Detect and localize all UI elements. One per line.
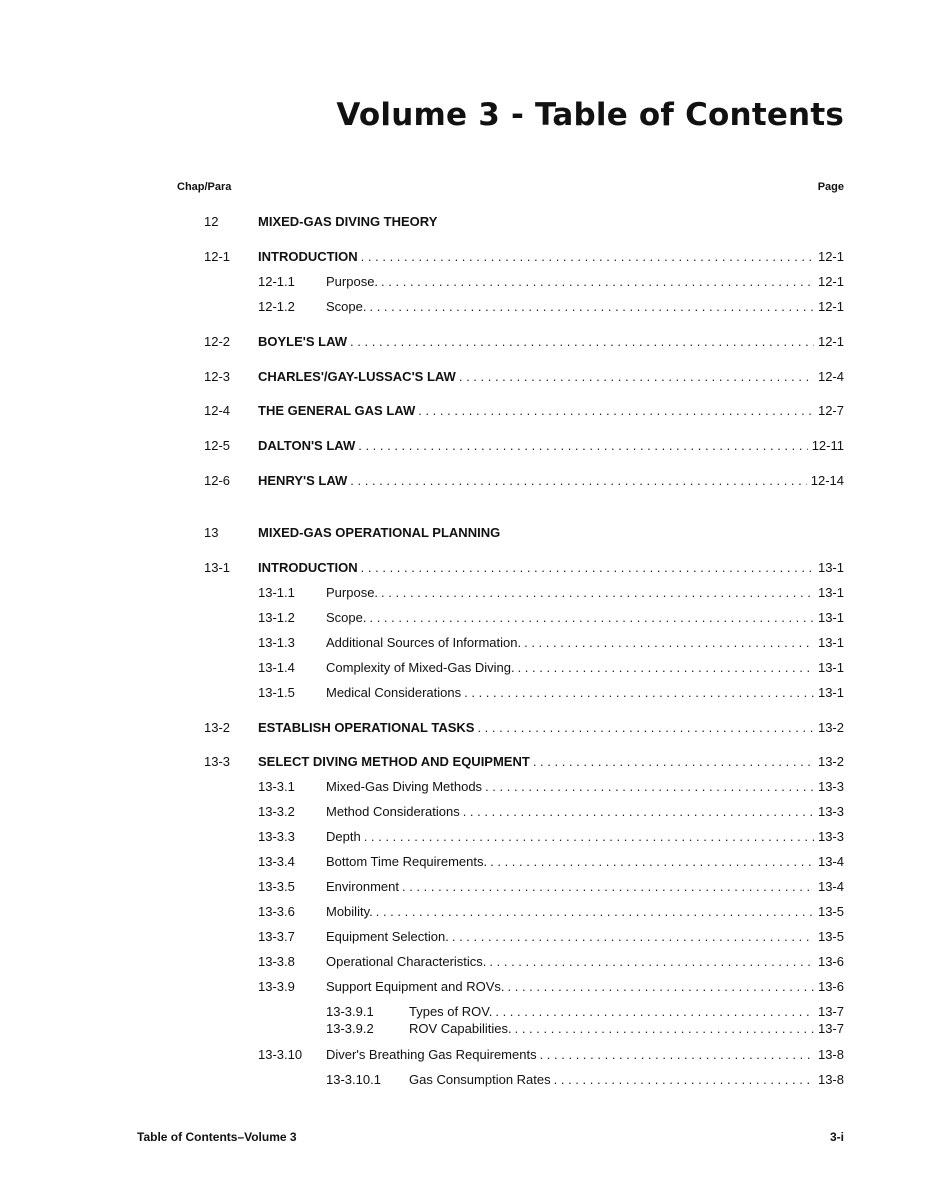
toc-title: SELECT DIVING METHOD AND EQUIPMENT — [258, 754, 530, 769]
toc-page-number: 12-4 — [817, 369, 844, 384]
toc-title: Scope. — [326, 610, 367, 625]
dot-leader — [369, 297, 813, 317]
toc-number: 12-3 — [204, 369, 231, 384]
toc-page-number: 13-6 — [817, 954, 844, 969]
toc-title: THE GENERAL GAS LAW — [258, 403, 416, 418]
dot-leader — [418, 401, 814, 421]
toc-page-number: 13-3 — [817, 779, 844, 794]
toc-number: 13-1.5 — [258, 685, 295, 700]
toc-number: 13-3.6 — [258, 904, 295, 919]
toc-title: Depth — [326, 829, 361, 844]
dot-leader — [540, 1045, 814, 1065]
dot-leader — [477, 718, 814, 738]
toc-row[interactable] — [326, 1070, 844, 1090]
toc-number: 13-3.10.1 — [326, 1072, 381, 1087]
toc-number: 13-3.10 — [258, 1047, 303, 1062]
toc-row[interactable] — [258, 827, 844, 847]
toc-number: 13-1 — [204, 560, 231, 575]
dot-leader — [485, 777, 814, 797]
toc-page-number: 12-1 — [817, 299, 844, 314]
toc-title: Types of ROV. — [409, 1004, 493, 1019]
toc-page-number: 13-5 — [817, 904, 844, 919]
dot-leader — [452, 927, 814, 947]
dot-leader — [381, 272, 814, 292]
toc-row[interactable] — [204, 367, 844, 387]
toc-title: Bottom Time Requirements. — [326, 854, 488, 869]
dot-leader — [364, 827, 814, 847]
toc-title: Purpose. — [326, 585, 379, 600]
toc-page-number: 12-1 — [817, 274, 844, 289]
toc-title: Mixed-Gas Diving Methods — [326, 779, 483, 794]
toc-row[interactable] — [258, 902, 844, 922]
dot-leader — [361, 247, 814, 267]
toc-page-number: 12-1 — [817, 334, 844, 349]
toc-number: 13-3.9.1 — [326, 1004, 374, 1019]
toc-page-number: 13-7 — [817, 1004, 844, 1019]
toc-row[interactable] — [204, 332, 844, 352]
toc-title: Additional Sources of Information. — [326, 635, 522, 650]
toc-number: 13-3.1 — [258, 779, 295, 794]
toc-page-number: 12-11 — [811, 438, 844, 453]
footer-left: Table of Contents–Volume 3 — [137, 1130, 297, 1144]
dot-leader — [361, 558, 814, 578]
toc-page-number: 13-1 — [817, 635, 844, 650]
toc-number: 12-6 — [204, 473, 231, 488]
toc-number: 13-3 — [204, 754, 231, 769]
toc-row[interactable] — [326, 1019, 844, 1039]
toc-title: Support Equipment and ROVs. — [326, 979, 505, 994]
dot-leader — [518, 658, 814, 678]
toc-row[interactable] — [258, 852, 844, 872]
toc-title: MIXED-GAS OPERATIONAL PLANNING — [258, 525, 501, 540]
toc-page-number: 13-4 — [817, 879, 844, 894]
dot-leader — [464, 683, 814, 703]
dot-leader — [554, 1070, 814, 1090]
toc-page-number: 13-5 — [817, 929, 844, 944]
toc-title: DALTON'S LAW — [258, 438, 356, 453]
toc-number: 13-3.5 — [258, 879, 295, 894]
toc-title: Purpose. — [326, 274, 379, 289]
toc-row[interactable] — [204, 718, 844, 738]
toc-title: Method Considerations — [326, 804, 460, 819]
toc-number: 13-3.9 — [258, 979, 295, 994]
toc-number: 12-1.2 — [258, 299, 295, 314]
toc-row[interactable] — [258, 583, 844, 603]
dot-leader — [463, 802, 814, 822]
column-header-page: Page — [817, 181, 844, 193]
toc-row[interactable] — [258, 877, 844, 897]
toc-title: Mobility. — [326, 904, 373, 919]
dot-leader — [350, 332, 814, 352]
toc-page-number: 13-3 — [817, 829, 844, 844]
toc-title: Operational Characteristics. — [326, 954, 487, 969]
toc-row[interactable] — [204, 558, 844, 578]
toc-number: 12-5 — [204, 438, 231, 453]
toc-row[interactable] — [204, 401, 844, 421]
toc-row[interactable] — [204, 471, 844, 491]
toc-row[interactable] — [258, 802, 844, 822]
dot-leader — [459, 367, 814, 387]
toc-row[interactable] — [258, 658, 844, 678]
toc-row[interactable] — [204, 752, 844, 772]
dot-leader — [402, 877, 814, 897]
toc-number: 12-2 — [204, 334, 231, 349]
toc-page-number: 12-1 — [817, 249, 844, 264]
toc-number: 13-3.3 — [258, 829, 295, 844]
toc-page-number: 13-1 — [817, 685, 844, 700]
toc-title: Gas Consumption Rates — [409, 1072, 551, 1087]
toc-number: 12-1.1 — [258, 274, 295, 289]
toc-page-number: 13-8 — [817, 1047, 844, 1062]
dot-leader — [376, 902, 814, 922]
toc-page-number: 13-1 — [817, 560, 844, 575]
toc-title: BOYLE'S LAW — [258, 334, 348, 349]
toc-number: 13-1.1 — [258, 585, 295, 600]
toc-title: Scope. — [326, 299, 367, 314]
toc-number: 13-1.4 — [258, 660, 295, 675]
toc-page-number: 13-4 — [817, 854, 844, 869]
toc-title: MIXED-GAS DIVING THEORY — [258, 214, 438, 229]
toc-title: ROV Capabilities. — [409, 1021, 512, 1036]
toc-title: HENRY'S LAW — [258, 473, 348, 488]
toc-row[interactable] — [258, 927, 844, 947]
dot-leader — [350, 471, 806, 491]
toc-number: 13-3.4 — [258, 854, 295, 869]
toc-row[interactable] — [204, 436, 844, 456]
toc-page-number: 13-1 — [817, 610, 844, 625]
toc-row[interactable] — [258, 683, 844, 703]
dot-leader — [524, 633, 814, 653]
toc-title: Environment — [326, 879, 399, 894]
dot-leader — [508, 977, 814, 997]
toc-row[interactable] — [204, 212, 844, 232]
toc-row[interactable] — [258, 272, 844, 292]
toc-row[interactable] — [204, 523, 844, 543]
toc-number: 13 — [204, 525, 219, 540]
toc-number: 12-4 — [204, 403, 231, 418]
toc-number: 12-1 — [204, 249, 231, 264]
toc-row[interactable] — [258, 297, 844, 317]
toc-page-number: 13-2 — [817, 754, 844, 769]
toc-row[interactable] — [258, 633, 844, 653]
toc-page-number: 13-6 — [817, 979, 844, 994]
toc-row[interactable] — [204, 247, 844, 267]
dot-leader — [358, 436, 807, 456]
toc-row[interactable] — [258, 952, 844, 972]
column-header-chap-para: Chap/Para — [177, 181, 232, 193]
dot-leader — [369, 608, 813, 628]
toc-page-number: 13-2 — [817, 720, 844, 735]
toc-title: CHARLES'/GAY-LUSSAC'S LAW — [258, 369, 456, 384]
toc-page-number: 13-7 — [817, 1021, 844, 1036]
toc-title: Medical Considerations — [326, 685, 462, 700]
dot-leader — [490, 852, 814, 872]
toc-title: ESTABLISH OPERATIONAL TASKS — [258, 720, 475, 735]
toc-page-number: 13-3 — [817, 804, 844, 819]
toc-title: Equipment Selection. — [326, 929, 449, 944]
toc-number: 13-3.2 — [258, 804, 295, 819]
dot-leader — [489, 952, 814, 972]
toc-row[interactable] — [258, 1045, 844, 1065]
toc-row[interactable] — [258, 608, 844, 628]
toc-number: 12 — [204, 214, 219, 229]
toc-title: Diver's Breathing Gas Requirements — [326, 1047, 537, 1062]
toc-title: INTRODUCTION — [258, 560, 358, 575]
toc-page-number: 13-8 — [817, 1072, 844, 1087]
page-title: Volume 3 - Table of Contents — [336, 97, 844, 133]
toc-row[interactable] — [258, 977, 844, 997]
dot-leader — [533, 752, 814, 772]
toc-title: INTRODUCTION — [258, 249, 358, 264]
toc-number: 13-1.3 — [258, 635, 295, 650]
toc-page-number: 12-14 — [810, 473, 844, 488]
toc-page-number: 12-7 — [817, 403, 844, 418]
toc-number: 13-2 — [204, 720, 231, 735]
toc-number: 13-3.8 — [258, 954, 295, 969]
dot-leader — [381, 583, 814, 603]
toc-title: Complexity of Mixed-Gas Diving. — [326, 660, 515, 675]
toc-number: 13-3.7 — [258, 929, 295, 944]
toc-number: 13-3.9.2 — [326, 1021, 374, 1036]
toc-page-number: 13-1 — [817, 585, 844, 600]
toc-number: 13-1.2 — [258, 610, 295, 625]
dot-leader — [515, 1019, 814, 1039]
toc-page-number: 13-1 — [817, 660, 844, 675]
footer-page-number: 3-i — [829, 1130, 844, 1144]
toc-row[interactable] — [258, 777, 844, 797]
